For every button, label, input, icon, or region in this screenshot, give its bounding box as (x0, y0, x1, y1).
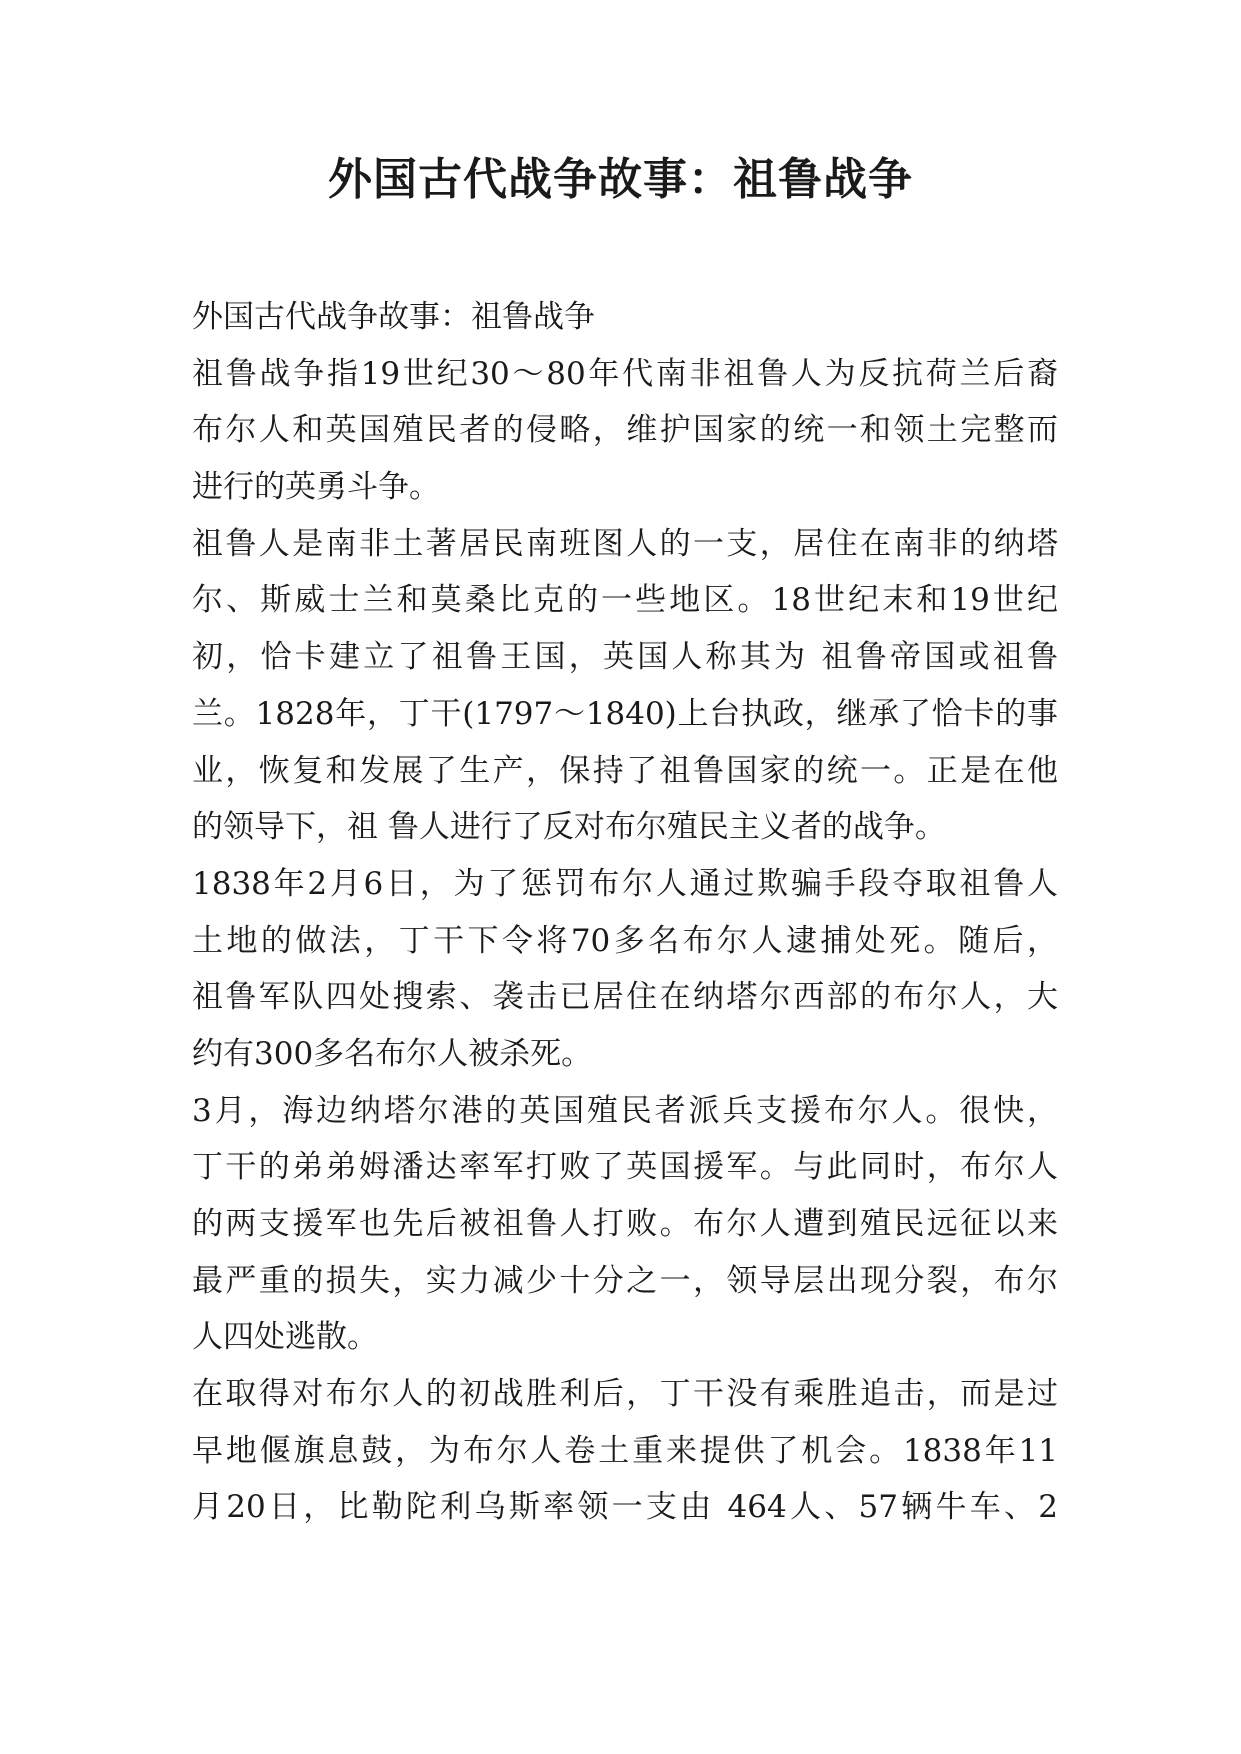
text-line: 进行的英勇斗争。 (192, 469, 440, 506)
text-line: 初，恰卡建立了祖鲁王国，英国人称其为 祖鲁帝国或祖鲁 (192, 639, 1058, 676)
text-line: 最严重的损失，实力减少十分之一，领导层出现分裂，布尔 (192, 1262, 1058, 1299)
text-line: 祖鲁人是南非土著居民南班图人的一支，居住在南非的纳塔 (192, 525, 1058, 562)
text-line: 1838年2月6日，为了惩罚布尔人通过欺骗手段夺取祖鲁人 (192, 865, 1058, 902)
text-line: 祖鲁军队四处搜索、袭击已居住在纳塔尔西部的布尔人，大 (192, 979, 1058, 1016)
text-line: 丁干的弟弟姆潘达率军打败了英国援军。与此同时，布尔人 (192, 1149, 1058, 1186)
text-line: 的两支援军也先后被祖鲁人打败。布尔人遭到殖民远征以来 (192, 1206, 1058, 1242)
text-line: 3月，海边纳塔尔港的英国殖民者派兵支援布尔人。很快， (192, 1092, 1058, 1129)
text-line: 月20日，比勒陀利乌斯率领一支由 464人、57辆牛车、2 (192, 1489, 1058, 1526)
text-line: 兰。1828年，丁干(1797～1840)上台执政，继承了恰卡的事 (192, 695, 1058, 732)
document-title: 外国古代战争故事：祖鲁战争 (328, 154, 913, 205)
text-line: 人四处逃散。 (192, 1319, 378, 1356)
text-line: 外国古代战争故事：祖鲁战争 (192, 299, 595, 335)
text-line: 在取得对布尔人的初战胜利后，丁干没有乘胜追击，而是过 (192, 1376, 1058, 1413)
text-line: 早地偃旗息鼓，为布尔人卷土重来提供了机会。1838年11 (192, 1432, 1058, 1469)
text-line: 祖鲁战争指19世纪30～80年代南非祖鲁人为反抗荷兰后裔 (192, 355, 1058, 392)
text-line: 尔、斯威士兰和莫桑比克的一些地区。18世纪末和19世纪 (192, 582, 1058, 619)
text-line: 业，恢复和发展了生产，保持了祖鲁国家的统一。正是在他 (192, 752, 1058, 789)
text-line: 土地的做法，丁干下令将70多名布尔人逮捕处死。随后， (192, 922, 1058, 959)
text-line: 的领导下，祖 鲁人进行了反对布尔殖民主义者的战争。 (192, 809, 946, 846)
text-line: 布尔人和英国殖民者的侵略，维护国家的统一和领土完整而 (192, 412, 1058, 449)
text-line: 约有300多名布尔人被杀死。 (192, 1035, 593, 1072)
document-body (192, 289, 1058, 1536)
